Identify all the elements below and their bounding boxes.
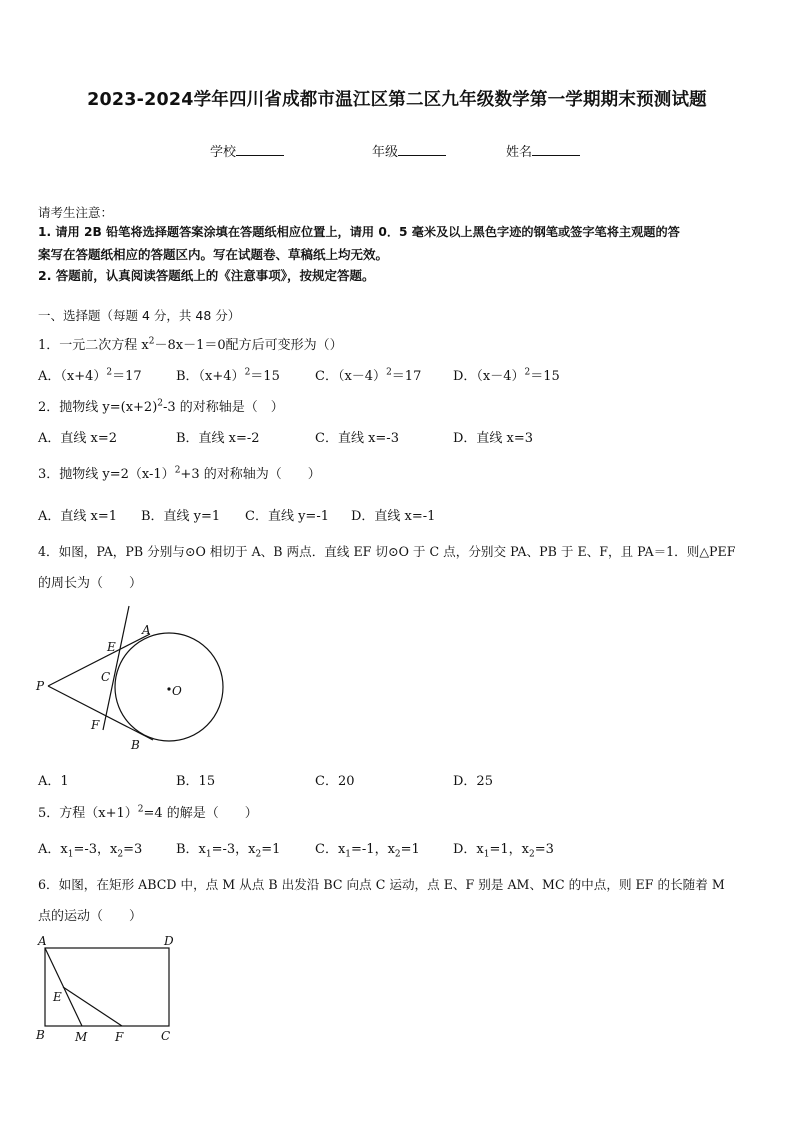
circle-o — [115, 633, 223, 741]
name-label: 姓名 — [506, 145, 533, 160]
label-b: B — [131, 738, 140, 752]
q5-option-a[interactable]: A．$x_1=-3$，$x_2=3$ — [38, 842, 143, 860]
label-b: B — [36, 1028, 45, 1042]
label-d: D — [164, 934, 174, 948]
grade-field[interactable] — [372, 141, 446, 160]
notice-line-1a: 1. 请用 2B 铅笔将选择题答案涂填在答题纸相应位置上，请用 0．5 毫米及以上黑色字迹的钢笔或签字笔将主观题的答 — [38, 225, 680, 239]
q2-option-c[interactable]: C．直线 x=-3 — [315, 431, 399, 446]
school-label: 学校 — [210, 145, 237, 160]
q4-option-c[interactable]: C．20 — [315, 774, 355, 789]
q4-figure — [30, 598, 240, 758]
label-a: A — [38, 934, 47, 948]
question-5-stem: 5．方程$(x+1)^2=4$ 的解是（ ） — [38, 804, 258, 821]
label-e: E — [53, 990, 62, 1004]
notice-line-1b: 案写在答题纸相应的答题区内。写在试题卷、草稿纸上均无效。 — [38, 247, 389, 262]
label-f: F — [115, 1030, 124, 1044]
question-1-stem: 1．一元二次方程 $x^2-8x-1=0$配方后可变形为（） — [38, 336, 343, 353]
center-dot — [167, 687, 170, 690]
question-4-line-2: 的周长为（ ） — [38, 576, 143, 591]
name-field[interactable] — [506, 141, 580, 160]
grade-blank[interactable] — [398, 142, 446, 156]
question-6-line-2: 点的运动（ ） — [38, 909, 143, 924]
q6-figure — [30, 930, 190, 1050]
question-2-stem: 2．抛物线 $y=(x+2)^2-3$ 的对称轴是（ ） — [38, 398, 284, 415]
q5-option-d[interactable]: D．$x_1=1$，$x_2=3$ — [453, 842, 554, 860]
q3-option-d[interactable]: D．直线 x=-1 — [351, 509, 436, 524]
q5-option-b[interactable]: B．$x_1=-3$，$x_2=1$ — [176, 842, 281, 860]
question-6-line-1: 6．如图，在矩形 ABCD 中，点 M 从点 B 出发沿 BC 向点 C 运动，点 E、F 别是 AM、MC 的中点，则 EF 的长随着 M — [38, 877, 725, 892]
q3-option-a[interactable]: A．直线 x=1 — [38, 509, 118, 524]
label-o: O — [172, 684, 182, 698]
tangent-ef — [103, 606, 129, 730]
notice-line-2: 2. 答题前，认真阅读答题纸上的《注意事项》，按规定答题。 — [38, 268, 375, 283]
label-e: E — [107, 640, 116, 654]
q1-option-c[interactable]: C．$(x-4)^2=17$ — [315, 367, 422, 384]
school-field[interactable] — [210, 141, 284, 160]
section-heading: 一、选择题（每题 4 分，共 48 分） — [38, 308, 241, 323]
label-f: F — [91, 718, 100, 732]
q2-option-a[interactable]: A．直线 x=2 — [38, 431, 118, 446]
q2-option-b[interactable]: B．直线 x=-2 — [176, 431, 260, 446]
grade-label: 年级 — [372, 145, 399, 160]
tangent-pa — [48, 634, 150, 686]
q3-option-c[interactable]: C．直线 y=-1 — [245, 509, 329, 524]
segment-ef — [63, 987, 122, 1026]
question-3-stem: 3．抛物线 $y=2(x-1)^2+3$ 的对称轴为（ ） — [38, 465, 321, 482]
q4-option-b[interactable]: B．15 — [176, 774, 216, 789]
label-p: P — [36, 679, 45, 693]
q3-option-b[interactable]: B．直线 y=1 — [141, 509, 221, 524]
q4-option-a[interactable]: A．1 — [38, 774, 69, 789]
q5-option-c[interactable]: C．$x_1=-1$，$x_2=1$ — [315, 842, 420, 860]
q1-option-d[interactable]: D．$(x-4)^2=15$ — [453, 367, 560, 384]
school-blank[interactable] — [236, 142, 284, 156]
label-a: A — [142, 623, 151, 637]
tangent-pb — [48, 686, 153, 740]
page-title: 2023-2024学年四川省成都市温江区第二区九年级数学第一学期期末预测试题 — [87, 90, 707, 110]
notice-heading: 请考生注意： — [38, 205, 114, 220]
q2-option-d[interactable]: D．直线 x=3 — [453, 431, 534, 446]
question-4-line-1: 4．如图，PA，PB 分别与⊙O 相切于 A、B 两点．直线 EF 切⊙O 于 C 点，分别交 PA、PB 于 E、F，且 PA＝1．则△PEF — [38, 544, 736, 559]
q1-option-a[interactable]: A．$(x+4)^2=17$ — [38, 367, 142, 384]
label-c: C — [101, 670, 111, 684]
name-blank[interactable] — [532, 142, 580, 156]
label-m: M — [75, 1030, 88, 1044]
q4-option-d[interactable]: D．25 — [453, 774, 493, 789]
q1-option-b[interactable]: B．$(x+4)^2=15$ — [176, 367, 280, 384]
label-c: C — [161, 1029, 171, 1043]
